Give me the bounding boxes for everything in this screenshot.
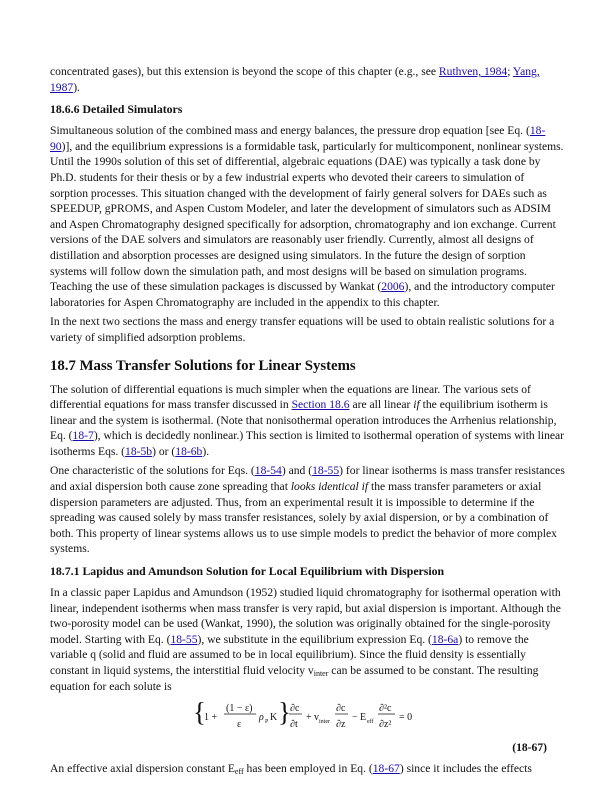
next-sections-paragraph: In the next two sections the mass and energy transfer equations will be used to obtain realistic solutions for a variety of simplified adsorption problems. — [50, 315, 555, 344]
k-constant: K — [269, 712, 277, 724]
velocity: v — [313, 712, 319, 724]
frac1-denominator: ε — [236, 719, 241, 731]
dc-dt-denominator: ∂t — [289, 719, 298, 731]
minus-sign: − — [351, 712, 358, 724]
equals-zero: = 0 — [398, 712, 412, 724]
eq-18-54-link[interactable]: 18-54 — [254, 464, 282, 478]
yang-citation-link[interactable]: Yang, 1987 — [50, 65, 540, 94]
wankat-2006-link[interactable]: 2006 — [381, 280, 405, 294]
d2c-numerator: ∂²c — [378, 703, 391, 715]
one-plus: 1 + — [203, 712, 217, 724]
linear-systems-paragraph: The solution of differential equations is much simpler when the equations are linear. The various sets of differential equations for mass transfer discussed in Section 18.6 are all linear if the equilibrium isotherm is linear and the system is isothermal. (Note that nonisothermal operation introduces the Arrhenius relationship, Eq. (18-7), which is decidedly nonlinear.) This section is limited to isothermal operation of systems with linear isotherms Eqs. (18-5b) or (18-6b). — [50, 382, 565, 458]
left-brace: { — [192, 698, 206, 728]
equation-18-67 — [50, 698, 565, 734]
linear-solutions-characteristic-paragraph: One characteristic of the solutions for Eqs. (18-54) and (18-55) for linear isotherms is mass transfer resistances and axial dispersion both cause zone spreading that looks identical if the mass transfer parameters or axial dispersion parameters are adjusted. Thus, from an experimental result it is impossible to determine if the spreading was caused solely by mass transfer resistances, solely by axial dispersion, or by a combination of both. This property of linear systems allows us to use simple models to predict the behavior of more complex systems. — [50, 464, 565, 556]
effective-dispersion-paragraph: An effective axial dispersion constant $E_{eff}$ has been employed in Eq. (18-67) since it includes the effects — [50, 762, 532, 777]
eq-18-7-link[interactable]: 18-7 — [72, 429, 94, 443]
equation-18-67-graphic — [193, 698, 423, 734]
dispersion-e-sub: eff — [366, 719, 374, 726]
eq-18-6a-link[interactable]: 18-6a — [431, 632, 459, 646]
right-brace: } — [277, 698, 291, 728]
detailed-simulators-paragraph: Simultaneous solution of the combined mass and energy balances, the pressure drop equation [see Eq. (18-90)], and the equilibrium expressions is a formidable task, particularly for multicomponent, nonlinear systems. Until the 1990s solution of this set of differential, algebraic equations (DAE) was typically a task done by Ph.D. students for their thesis or by a few industrial experts who devoted their careers to simulation of sorption processes. This situation changed with the development of fairly general solvers for DAEs such as SPEEDUP, gPROMS, and Aspen Custom Modeler, and later the development of simulators such as ADSIM and Aspen Chromatography designed specifically for adsorption, chromatography and ion exchange. Current versions of the DAE solvers and simulators are reasonably user friendly. Currently, almost all designs of distillation and absorption processes are designed using simulators. In the future the design of sorption systems will follow down the simulation path, and most designs will be based on simulation programs. Teaching the use of these simulation packages is discussed by Wankat (2006), and the introductory computer laboratories for Aspen Chromatography are included in the appendix to this chapter. — [50, 124, 564, 309]
eq-18-5b-link[interactable]: 18-5b — [125, 444, 153, 458]
ruthven-citation-link[interactable]: Ruthven, 1984 — [438, 65, 508, 78]
dc-dz-denominator: ∂z — [335, 719, 345, 731]
dc-dt-numerator: ∂c — [289, 703, 299, 715]
velocity-sub: inter — [318, 719, 330, 726]
intro-paragraph: concentrated gases), but this extension is beyond the scope of this chapter (e.g., see Ruthven, 1984; Yang, 1987). — [50, 65, 540, 94]
section-18-6-link[interactable]: Section 18.6 — [291, 398, 350, 412]
eq-18-6b-link[interactable]: 18-6b — [175, 444, 203, 458]
eq-18-55-link[interactable]: 18-55 — [312, 464, 340, 478]
lapidus-amundson-paragraph: In a classic paper Lapidus and Amundson (1952) studied liquid chromatography for isothermal operation with linear, independent isotherms when mass transfer is very rapid, but axial dispersion is important. Although the two-porosity model can be used (Wankat, 1990), the solution was originally obtained for the single-porosity model. Starting with Eq. (18-55), we substitute in the equilibrium expression Eq. (18-6a) to remove the variable q (solid and fluid are assumed to be in local equilibrium). Since the fluid density is essentially constant in liquid systems, the interstitial fluid velocity $v_{inter}$ can be assumed to be constant. The resulting equation for each solute is — [50, 586, 561, 693]
section-heading-18-7: 18.7 Mass Transfer Solutions for Linear Systems — [50, 357, 356, 374]
rho: ρ — [258, 712, 264, 724]
eq-18-67-link[interactable]: 18-67 — [372, 762, 400, 776]
plus-sign: + — [305, 712, 312, 724]
d2c-denominator: ∂z² — [378, 719, 391, 731]
equation-number: (18-67) — [512, 741, 547, 755]
frac1-numerator: (1 − ε) — [225, 703, 252, 715]
rho-sub: P — [264, 719, 268, 726]
dc-dz-numerator: ∂c — [335, 703, 345, 715]
page-content — [50, 64, 565, 781]
section-heading-18-6-6: 18.6.6 Detailed Simulators — [50, 102, 183, 117]
dispersion-e: E — [359, 712, 366, 724]
section-heading-18-7-1: 18.7.1 Lapidus and Amundson Solution for Local Equilibrium with Dispersion — [50, 564, 445, 579]
eq-18-55-link-2[interactable]: 18-55 — [170, 632, 198, 646]
eq-18-90-link[interactable]: 18-90 — [50, 124, 546, 153]
